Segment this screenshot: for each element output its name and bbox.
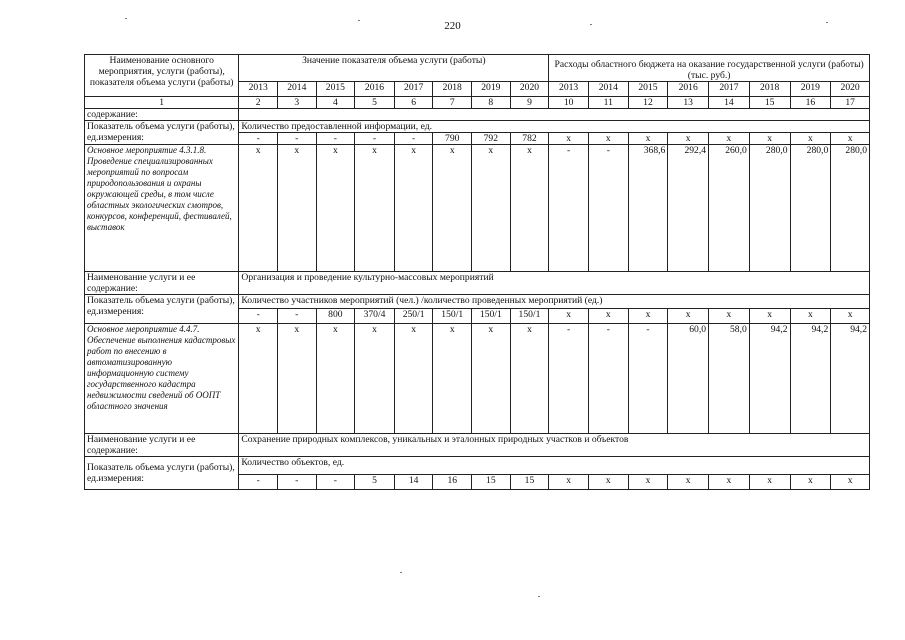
value-cell: 94,2 [831, 324, 870, 434]
indicator-text: Количество предоставленной информации, ед. [239, 121, 870, 133]
column-number: 3 [277, 97, 316, 109]
value-cell: 280,0 [749, 145, 790, 272]
value-cell: 782 [510, 133, 549, 145]
column-number: 14 [709, 97, 750, 109]
year-cell: 2013 [549, 82, 589, 97]
value-cell: х [790, 475, 831, 490]
value-cell: - [588, 324, 628, 434]
value-cell: - [239, 475, 278, 490]
value-cell: х [472, 324, 511, 434]
indicator-row-text [85, 457, 870, 475]
column-number: 5 [355, 97, 395, 109]
column-number: 4 [316, 97, 355, 109]
value-cell: х [749, 475, 790, 490]
value-cell: х [749, 309, 790, 324]
year-cell: 2018 [433, 82, 472, 97]
value-cell: х [355, 145, 395, 272]
year-cell: 2018 [749, 82, 790, 97]
value-cell: - [277, 475, 316, 490]
value-cell: х [709, 475, 750, 490]
value-cell: х [510, 324, 549, 434]
value-cell: - [277, 133, 316, 145]
row-label: Наименование услуги и ее содержание: [85, 272, 239, 295]
column-number: 15 [749, 97, 790, 109]
value-cell: х [831, 475, 870, 490]
year-cell: 2013 [239, 82, 278, 97]
indicator-text: Количество участников мероприятий (чел.) /количество проведенных мероприятий (ед.) [239, 295, 870, 309]
value-cell: 58,0 [709, 324, 750, 434]
value-cell: - [549, 324, 589, 434]
value-cell: х [709, 309, 750, 324]
column-number: 7 [433, 97, 472, 109]
value-cell: 280,0 [790, 145, 831, 272]
value-cell: х [628, 133, 668, 145]
column-number: 13 [668, 97, 709, 109]
column-number: 10 [549, 97, 589, 109]
value-cell: - [549, 145, 589, 272]
row-label: Наименование услуги и ее содержание: [85, 434, 239, 457]
value-cell: х [239, 324, 278, 434]
value-cell: - [588, 145, 628, 272]
value-cell: х [394, 324, 433, 434]
value-cell: х [709, 133, 750, 145]
value-cell: - [394, 133, 433, 145]
value-cell: х [668, 133, 709, 145]
year-cell: 2016 [668, 82, 709, 97]
value-cell: х [628, 475, 668, 490]
year-cell: 2020 [831, 82, 870, 97]
value-cell: 800 [316, 309, 355, 324]
service-text: Сохранение природных комплексов, уникальных и эталонных природных участков и объектов [239, 434, 870, 457]
value-cell: 150/1 [433, 309, 472, 324]
column-number: 17 [831, 97, 870, 109]
column-number: 12 [628, 97, 668, 109]
value-cell: - [628, 324, 668, 434]
value-cell: х [394, 145, 433, 272]
row-empty-span [239, 109, 870, 121]
header-col1: Наименование основного мероприятия, услуги (работы), показателя объема услуги (работы) [85, 55, 239, 97]
value-cell: х [668, 309, 709, 324]
year-cell: 2015 [316, 82, 355, 97]
value-cell: х [588, 133, 628, 145]
value-cell: х [831, 133, 870, 145]
value-cell: 150/1 [510, 309, 549, 324]
year-cell: 2017 [394, 82, 433, 97]
column-number: 16 [790, 97, 831, 109]
year-cell: 2015 [628, 82, 668, 97]
indicator-row-text [85, 295, 870, 309]
value-cell: 370/4 [355, 309, 395, 324]
value-cell: 260,0 [709, 145, 750, 272]
value-cell: 792 [472, 133, 511, 145]
value-cell: х [549, 309, 589, 324]
value-cell: - [316, 475, 355, 490]
value-cell: х [433, 324, 472, 434]
year-cell: 2016 [355, 82, 395, 97]
value-cell: х [510, 145, 549, 272]
row-label: Показатель объема услуги (работы), ед.измерения: [85, 295, 239, 324]
year-cell: 2014 [277, 82, 316, 97]
year-cell: 2017 [709, 82, 750, 97]
value-cell: 280,0 [831, 145, 870, 272]
value-cell: х [549, 133, 589, 145]
column-number: 6 [394, 97, 433, 109]
content-row [85, 109, 870, 121]
column-number-row [85, 97, 870, 109]
scan-speck [538, 596, 540, 597]
column-number: 11 [588, 97, 628, 109]
year-cell: 2019 [472, 82, 511, 97]
value-cell: 16 [433, 475, 472, 490]
row-label: Показатель объема услуги (работы), ед.измерения: [85, 457, 239, 490]
value-cell: 368,6 [628, 145, 668, 272]
report-table [84, 54, 870, 490]
value-cell: х [790, 133, 831, 145]
scan-speck [400, 572, 402, 573]
value-cell: х [588, 309, 628, 324]
service-text: Организация и проведение культурно-массовых мероприятий [239, 272, 870, 295]
activity-row [85, 145, 870, 272]
value-cell: - [239, 309, 278, 324]
activity-row [85, 324, 870, 434]
value-cell: 250/1 [394, 309, 433, 324]
value-cell: х [749, 133, 790, 145]
service-row [85, 272, 870, 295]
value-cell: х [668, 475, 709, 490]
value-cell: х [588, 475, 628, 490]
service-row [85, 434, 870, 457]
value-cell: 94,2 [749, 324, 790, 434]
scan-speck [358, 20, 360, 21]
value-cell: 15 [472, 475, 511, 490]
scan-speck [826, 22, 828, 23]
scan-speck [125, 18, 127, 19]
value-cell: 60,0 [668, 324, 709, 434]
page-number: 220 [444, 20, 461, 32]
value-cell: х [472, 145, 511, 272]
scan-speck [590, 24, 592, 25]
header-group-volume: Значение показателя объема услуги (работы) [239, 55, 549, 82]
value-cell: х [433, 145, 472, 272]
indicator-row-text [85, 121, 870, 133]
value-cell: х [316, 145, 355, 272]
value-cell: х [549, 475, 589, 490]
year-cell: 2019 [790, 82, 831, 97]
value-cell: х [628, 309, 668, 324]
year-cell: 2014 [588, 82, 628, 97]
value-cell: х [277, 324, 316, 434]
activity-label: Основное мероприятие 4.4.7. Обеспечение выполнения кадастровых работ по внесению в автоматизированную информационную систему государственного кадастра недвижимости сведений об ООПТ областного значения [85, 324, 239, 434]
value-cell: 15 [510, 475, 549, 490]
value-cell: х [316, 324, 355, 434]
value-cell: 292,4 [668, 145, 709, 272]
value-cell: 5 [355, 475, 395, 490]
value-cell: 14 [394, 475, 433, 490]
row-label: Показатель объема услуги (работы), ед.измерения: [85, 121, 239, 145]
column-number: 2 [239, 97, 278, 109]
value-cell: х [831, 309, 870, 324]
value-cell: - [316, 133, 355, 145]
activity-label: Основное мероприятие 4.3.1.8. Проведение специализированных мероприятий по вопросам природопользования и охраны окружающей среды, в том числе областных экологических смотров, конкурсов, конференций, фестивалей, выставок [85, 145, 239, 272]
value-cell: х [277, 145, 316, 272]
indicator-text: Количество объектов, ед. [239, 457, 870, 475]
value-cell: - [277, 309, 316, 324]
value-cell: 150/1 [472, 309, 511, 324]
value-cell: х [790, 309, 831, 324]
value-cell: 790 [433, 133, 472, 145]
row-label: содержание: [85, 109, 239, 121]
value-cell: х [239, 145, 278, 272]
column-number: 1 [85, 97, 239, 109]
value-cell: - [239, 133, 278, 145]
value-cell: - [355, 133, 395, 145]
value-cell: 94,2 [790, 324, 831, 434]
header-row-groups [85, 55, 870, 82]
column-number: 9 [510, 97, 549, 109]
year-cell: 2020 [510, 82, 549, 97]
column-number: 8 [472, 97, 511, 109]
value-cell: х [355, 324, 395, 434]
header-group-expenses: Расходы областного бюджета на оказание государственной услуги (работы) (тыс. руб.) [549, 55, 870, 82]
